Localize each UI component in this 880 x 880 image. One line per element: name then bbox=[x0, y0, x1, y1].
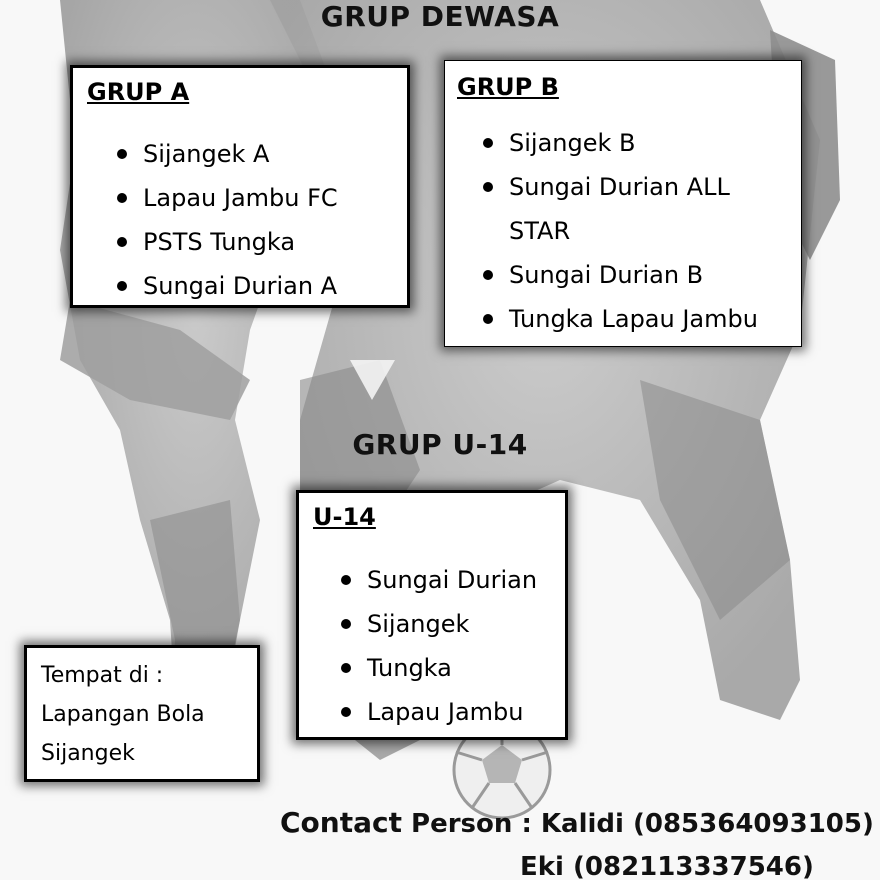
group-a-box bbox=[70, 65, 410, 308]
list-item: Sungai Durian ALL STAR bbox=[483, 165, 783, 253]
venue-box bbox=[24, 645, 260, 782]
list-item: Sungai Durian bbox=[341, 558, 537, 602]
list-item: Lapau Jambu bbox=[341, 690, 537, 734]
group-b-team-list bbox=[483, 121, 783, 341]
group-u14-box bbox=[296, 490, 568, 740]
group-b-title: GRUP B bbox=[457, 73, 559, 101]
group-a-team-list bbox=[117, 132, 338, 308]
list-item: Sijangek B bbox=[483, 121, 783, 165]
contact-line-secondary: Eki (082113337546) bbox=[520, 852, 814, 880]
list-item: Tungka bbox=[341, 646, 537, 690]
contact-primary-person: Person : Kalidi (085364093105) bbox=[401, 809, 874, 839]
list-item: Lapau Jambu FC bbox=[117, 176, 338, 220]
venue-text: Tempat di : Lapangan Bola Sijangek bbox=[41, 663, 205, 766]
list-item: Sijangek bbox=[341, 602, 537, 646]
title-adult-groups: GRUP DEWASA bbox=[320, 0, 560, 33]
list-item: Sungai Durian A bbox=[117, 264, 338, 308]
group-u14-team-list bbox=[341, 558, 537, 734]
list-item: Sungai Durian B bbox=[483, 253, 783, 297]
contact-line-primary bbox=[280, 806, 874, 839]
title-youth-groups: GRUP U-14 bbox=[352, 428, 528, 461]
group-u14-title: U-14 bbox=[313, 503, 376, 531]
list-item: Tungka Lapau Jambu bbox=[483, 297, 783, 341]
group-b-box bbox=[444, 60, 802, 347]
group-a-title: GRUP A bbox=[87, 78, 190, 106]
list-item: Sijangek A bbox=[117, 132, 338, 176]
contact-label: Contact bbox=[280, 806, 402, 839]
list-item: PSTS Tungka bbox=[117, 220, 338, 264]
